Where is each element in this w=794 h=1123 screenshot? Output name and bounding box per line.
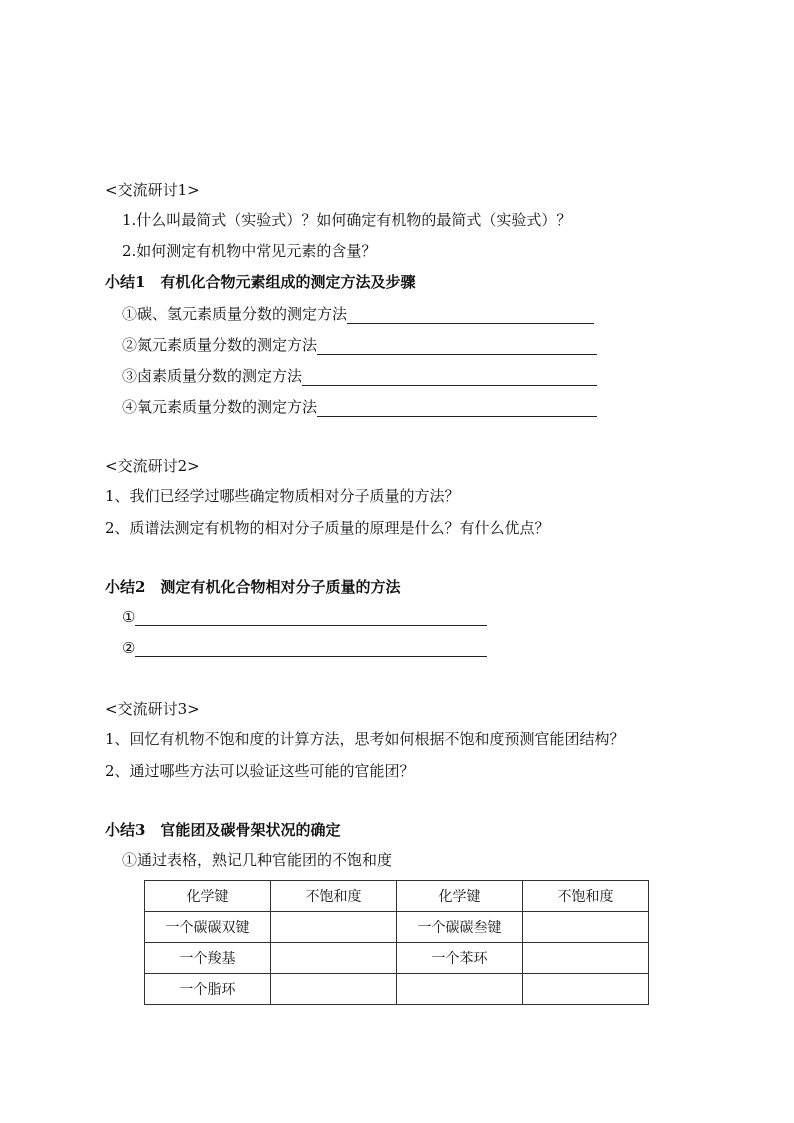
summary1-item-1 [122, 303, 594, 324]
table-cell: 一个苯环 [397, 943, 523, 974]
answer-blank[interactable] [317, 340, 597, 355]
unsaturation-table [144, 880, 649, 1005]
summary1-item-label: ①碳、氢元素质量分数的测定方法 [122, 305, 348, 323]
header-cell: 不饱和度 [523, 881, 649, 912]
header-cell: 化学键 [397, 881, 523, 912]
answer-blank[interactable] [317, 402, 597, 417]
table-row [145, 943, 649, 974]
table-header-row [145, 881, 649, 912]
summary2-item-1 [122, 608, 487, 626]
table-cell-answer[interactable] [523, 912, 649, 943]
discussion2-question-1: 1、我们已经学过哪些确定物质相对分子质量的方法？ [105, 487, 460, 505]
summary1-item-label: ②氮元素质量分数的测定方法 [122, 336, 318, 354]
discussion3-question-1: 1、回忆有机物不饱和度的计算方法，思考如何根据不饱和度预测官能团结构？ [105, 730, 625, 748]
table-row [145, 912, 649, 943]
summary2-item-label: ① [122, 608, 136, 626]
discussion1-question-1: 1.什么叫最简式（实验式）？如何确定有机物的最简式（实验式）？ [122, 211, 572, 229]
summary2-heading: 小结2 测定有机化合物相对分子质量的方法 [105, 578, 401, 596]
summary2-item-2 [122, 639, 487, 657]
table-cell-answer[interactable] [271, 943, 397, 974]
answer-blank[interactable] [135, 611, 487, 626]
discussion1-question-2: 2.如何测定有机物中常见元素的含量？ [122, 242, 377, 260]
discussion3-heading: <交流研讨3> [105, 700, 200, 718]
table-cell: 一个碳碳叁键 [397, 912, 523, 943]
summary1-item-label: ③卤素质量分数的测定方法 [122, 367, 303, 385]
answer-blank[interactable] [302, 371, 597, 386]
header-cell: 化学键 [145, 881, 271, 912]
summary1-item-label: ④氧元素质量分数的测定方法 [122, 398, 318, 416]
discussion2-heading: <交流研讨2> [105, 457, 200, 475]
table-cell [397, 974, 523, 1005]
table-cell-answer[interactable] [523, 974, 649, 1005]
summary3-heading: 小结3 官能团及碳骨架状况的确定 [105, 821, 341, 839]
summary1-item-2 [122, 334, 597, 355]
summary1-item-4 [122, 396, 597, 417]
table-row [145, 974, 649, 1005]
summary1-heading: 小结1 有机化合物元素组成的测定方法及步骤 [105, 273, 416, 291]
answer-blank[interactable] [347, 309, 594, 324]
table-cell-answer[interactable] [271, 912, 397, 943]
summary3-intro: ①通过表格，熟记几种官能团的不饱和度 [122, 851, 393, 869]
table-cell-answer[interactable] [271, 974, 397, 1005]
table-cell: 一个脂环 [145, 974, 271, 1005]
header-cell: 不饱和度 [271, 881, 397, 912]
summary2-item-label: ② [122, 639, 136, 657]
summary1-item-3 [122, 365, 597, 386]
answer-blank[interactable] [135, 642, 487, 657]
discussion1-heading: <交流研讨1> [105, 181, 200, 199]
table-cell-answer[interactable] [523, 943, 649, 974]
table-cell: 一个碳碳双键 [145, 912, 271, 943]
discussion2-question-2: 2、质谱法测定有机物的相对分子质量的原理是什么？有什么优点？ [105, 519, 550, 537]
table-cell: 一个羧基 [145, 943, 271, 974]
discussion3-question-2: 2、通过哪些方法可以验证这些可能的官能团？ [105, 762, 415, 780]
